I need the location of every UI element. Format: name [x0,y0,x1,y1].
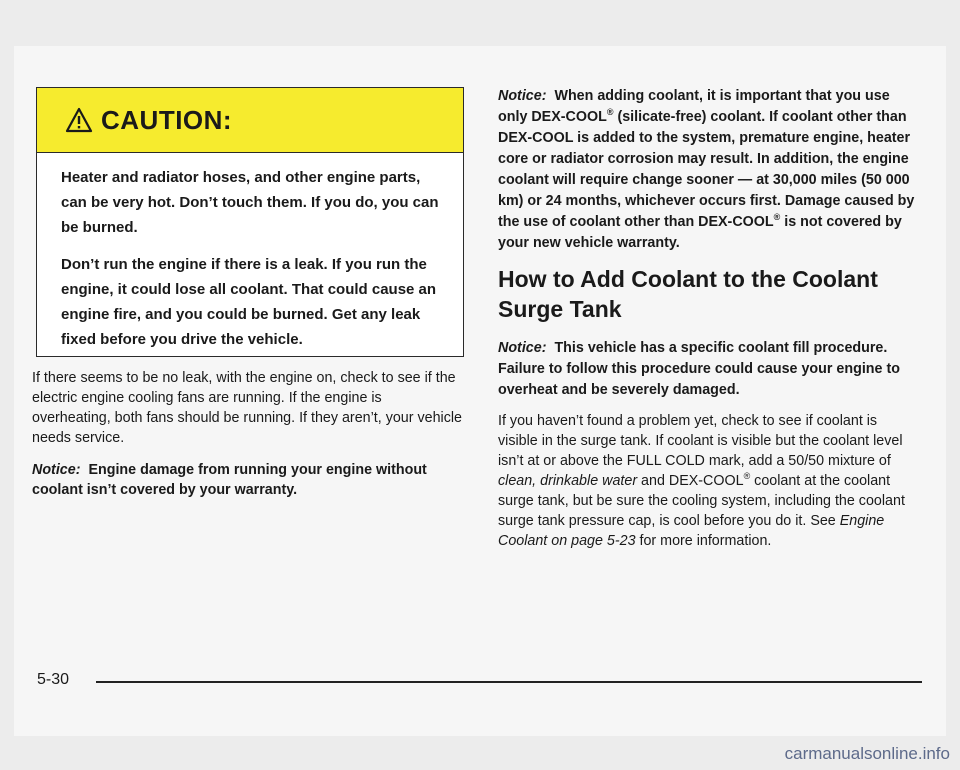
notice-dex-cool [498,86,918,254]
registered-mark: ® [606,107,614,118]
notice-text: This vehicle has a specific coolant fill procedure. Failure to follow this procedure could cause your engine to overheat and be severely damaged. [498,340,900,398]
notice-text: Engine damage from running your engine without coolant isn’t covered by your warranty. [32,462,427,498]
paragraph-part: for more information. [635,533,772,549]
left-column-text [32,368,464,512]
notice-label: Notice: [32,462,81,478]
right-column [498,86,918,561]
paragraph-part: If you haven’t found a problem yet, check to see if coolant is visible in the surge tank. If coolant is visible but the coolant level isn’t at or above the FULL COLD mark, add a 50/50 mixture of [498,413,903,469]
notice-label: Notice: [498,340,547,356]
paragraph-part: coolant at the coolant surge tank, but be sure the cooling system, including the coolant surge tank pressure cap, is cool before you do it. See [498,473,905,529]
add-coolant-paragraph [498,411,918,551]
warning-triangle-icon [65,107,93,133]
caution-header [37,88,463,153]
caution-paragraph: Heater and radiator hoses, and other engine parts, can be very hot. Don’t touch them. If you do, you can be burned. [61,169,439,236]
fan-check-paragraph: If there seems to be no leak, with the engine on, check to see if the electric engine cooling fans are running. If the engine is overheating, both fans should be running. If they aren’t, your vehicle needs service. [32,370,462,446]
caution-paragraph: Don’t run the engine if there is a leak. If you run the engine, it could lose all coolant. That could cause an engine fire, and you could be burned. Get any leak fixed before you drive the vehicle. [61,256,437,348]
notice-text-part: When adding coolant, it is important that you use only DEX-COOL [498,88,890,125]
notice-warranty [32,460,464,500]
notice-text-part: (silicate-free) coolant. If coolant other than DEX-COOL is added to the system, premature engine, heater core or radiator corrosion may result. In addition, the engine coolant will require change sooner — at 30,000 miles (50 000 km) or 24 months, whichever occurs first. Damage caused by the use of coolant other than DEX-COOL [498,109,915,230]
notice-fill-procedure [498,338,918,401]
notice-label: Notice: [498,88,547,104]
page-number: 5-30 [37,671,70,688]
emphasis-text: clean, drinkable water [498,473,638,489]
registered-mark: ® [773,212,781,223]
caution-title: CAUTION: [101,104,233,135]
footer-rule [96,681,922,683]
watermark: carmanualsonline.info [784,744,950,763]
notice-text-part: is not covered by your new vehicle warranty. [498,214,902,251]
caution-box [36,87,464,357]
paragraph-part: and DEX-COOL [637,473,744,489]
cross-reference: Engine Coolant on page 5-23 [498,513,885,549]
section-heading: How to Add Coolant to the Coolant Surge Tank [498,266,878,322]
registered-mark: ® [743,471,751,482]
caution-body [37,153,463,352]
